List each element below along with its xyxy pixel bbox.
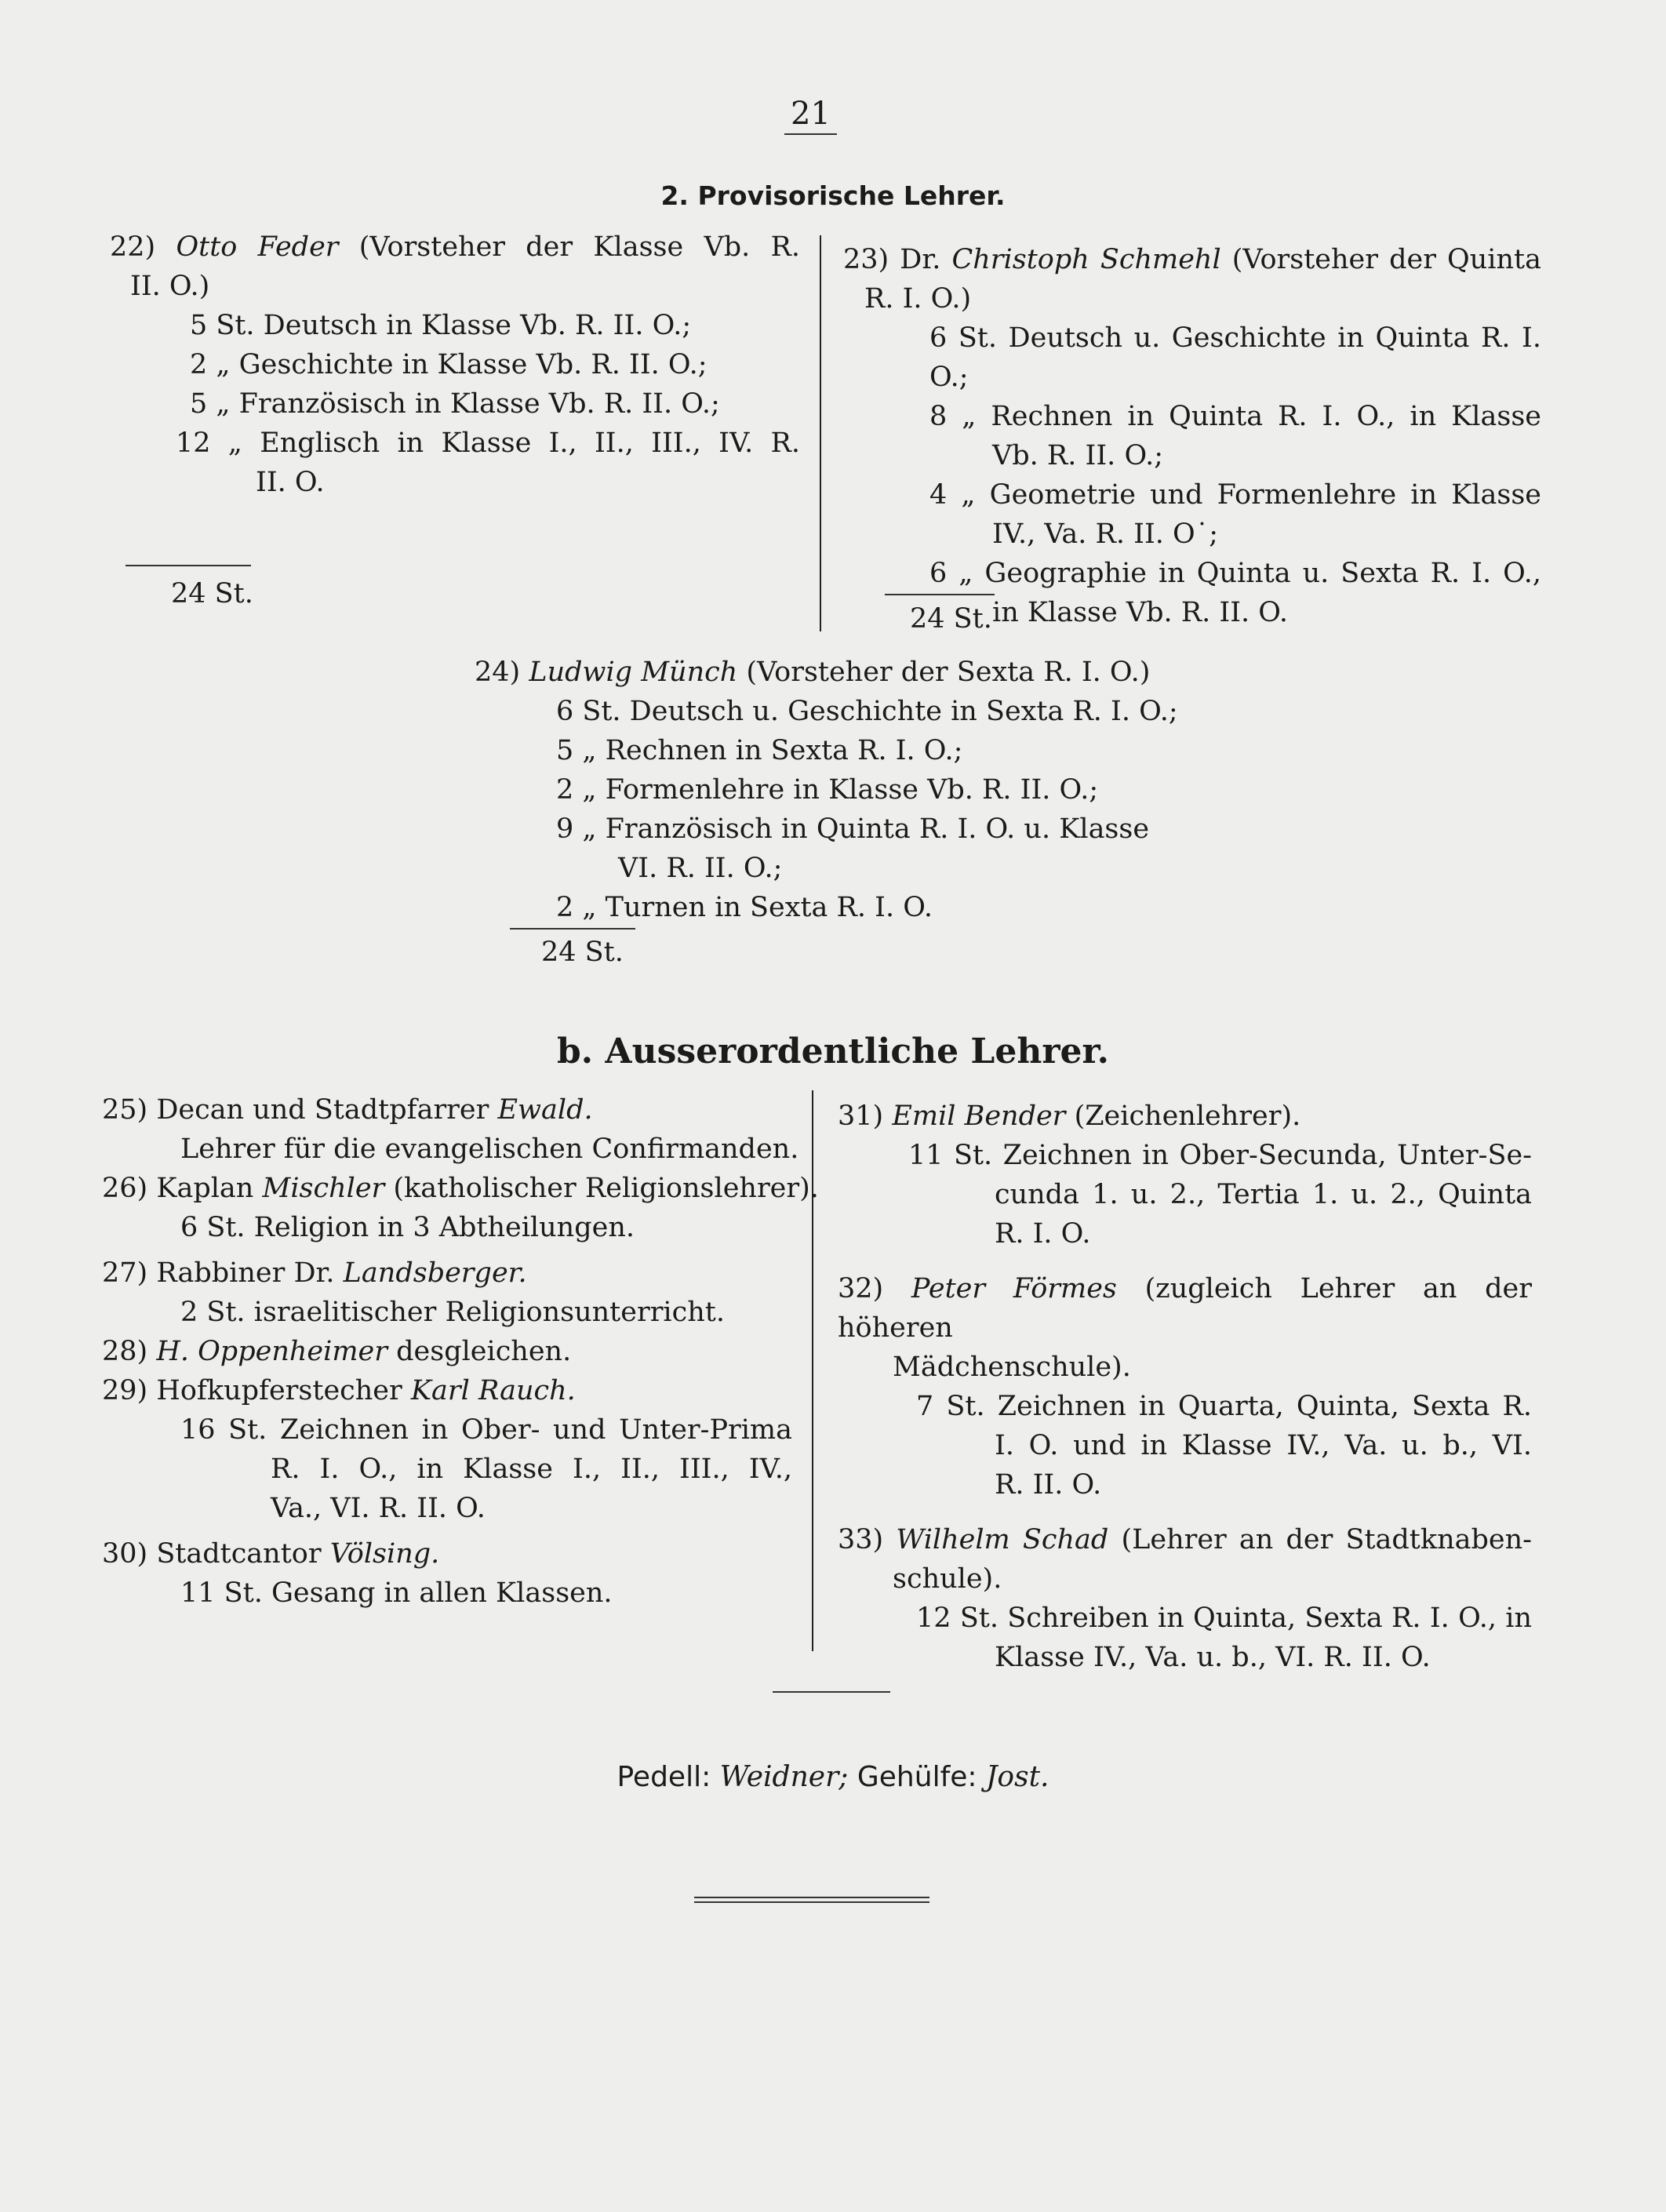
total-rule <box>885 594 995 595</box>
pedell-name: Weidner; <box>719 1761 849 1793</box>
entry-32: 32) Peter Förmes (zugleich Lehrer an der höheren <box>838 1273 1532 1344</box>
entry-24-head: 24) Ludwig Münch (Vorsteher der Sexta R. I. O.) <box>475 657 1151 688</box>
bottom-rule <box>694 1901 929 1903</box>
total-23: 24 St. <box>910 603 992 635</box>
teacher-name: Otto Feder <box>176 231 339 263</box>
entry-24: 24) Ludwig Münch (Vorsteher der Sexta R. I. O.) 6 St. Deutsch u. Geschichte in Sexta R. I. O.; 5 „ Rechnen in Sexta R. I. O.; 2 „ Formenlehre in Klasse Vb. R. II. O.; 9 „ Französisch in Quinta R. I. O. u. Klasse VI. R. II. O.; 2 „ Turnen in Sexta R. I. O. <box>475 653 1180 927</box>
entry-26: 26) Kaplan Mischler (katholischer Religionslehrer). <box>102 1173 819 1204</box>
column-divider <box>820 235 821 631</box>
total-22: 24 St. <box>171 578 253 609</box>
staff-footer: Pedell: Weidner; Gehülfe: Jost. <box>617 1761 1049 1793</box>
entry-25: 25) Decan und Stadtpfarrer Ewald. <box>102 1094 593 1126</box>
entry-23: 23) Dr. Christoph Schmehl (Vorsteher der Quinta R. I. O.) 6 St. Deutsch u. Geschichte in Quinta R. I. O.; 8 „ Rechnen in Quinta R. I. O., in Klasse Vb. R. II. O.; 4 „ Geometrie und Formenlehre in Klasse IV., Va. R. II. O˙; 6 „ Geographie in Quinta u. Sexta R. I. O., in Klasse Vb. R. II. O. <box>843 240 1541 632</box>
teacher-name: Ludwig Münch <box>529 657 738 688</box>
entry-23-head: 23) Dr. Christoph Schmehl (Vorsteher der Quinta <box>843 244 1541 275</box>
page-number: 21 <box>784 96 837 135</box>
section-heading-ausserordentliche: b. Ausserordentliche Lehrer. <box>557 1031 1109 1071</box>
section-separator <box>773 1691 890 1693</box>
bottom-rule <box>694 1897 929 1898</box>
entry-22-head: 22) Otto Feder (Vorsteher der Klasse Vb. R. <box>110 231 800 263</box>
teacher-name: Christoph Schmehl <box>951 244 1221 275</box>
gehuelfe-name: Jost. <box>985 1761 1049 1793</box>
section-heading-provisorische: 2. Provisorische Lehrer. <box>660 180 1006 211</box>
entry-29: 29) Hofkupferstecher Karl Rauch. <box>102 1375 576 1406</box>
entry-33: 33) Wilhelm Schad (Lehrer an der Stadtknaben- <box>838 1524 1532 1555</box>
entry-28: 28) H. Oppenheimer desgleichen. <box>102 1336 572 1367</box>
total-rule <box>125 565 251 566</box>
lower-left-column: 25) Decan und Stadtpfarrer Ewald. Lehrer für die evangelischen Confirmanden. 26) Kaplan Mischler (katholischer Religionslehrer). 6 St. Religion in 3 Abtheilungen. 27) Rabbiner Dr. Landsberger. 2 St. israelitischer Religionsunterricht. 28) H. Oppenheimer desgleichen. 29) Hofkupferstecher Karl Rauch. 16 St. Zeichnen in Ober- und Unter-Prima R. I. O., in Klasse I., II., III., IV., Va., VI. R. II. O. 30) Stadtcantor Völsing. 11 St. Gesang in allen Klassen. <box>102 1090 792 1613</box>
entry-31: 31) Emil Bender (Zeichenlehrer). <box>838 1101 1301 1132</box>
lower-right-column: 31) Emil Bender (Zeichenlehrer). 11 St. Zeichnen in Ober-Secunda, Unter-Se- cunda 1. u. 2., Tertia 1. u. 2., Quinta R. I. O. 32) Peter Förmes (zugleich Lehrer an der höheren Mädchenschule). 7 St. Zeichnen in Quarta, Quinta, Sexta R. I. O. und in Klasse IV., Va. u. b., VI. R. II. O. 33) Wilhelm Schad (Lehrer an der Stadtknaben- schule). 12 St. Schreiben in Quinta, Sexta R. I. O., in Klasse IV., Va. u. b., VI. R. II. O. <box>838 1097 1532 1677</box>
total-rule <box>510 928 635 930</box>
total-24: 24 St. <box>541 937 624 968</box>
entry-22: 22) Otto Feder (Vorsteher der Klasse Vb. R. II. O.) 5 St. Deutsch in Klasse Vb. R. II. O.; 2 „ Geschichte in Klasse Vb. R. II. O.; 5 „ Französisch in Klasse Vb. R. II. O.; 12 „ Englisch in Klasse I., II., III., IV. R. II. O. <box>110 227 800 502</box>
entry-27: 27) Rabbiner Dr. Landsberger. <box>102 1257 527 1289</box>
entry-30: 30) Stadtcantor Völsing. <box>102 1538 440 1570</box>
